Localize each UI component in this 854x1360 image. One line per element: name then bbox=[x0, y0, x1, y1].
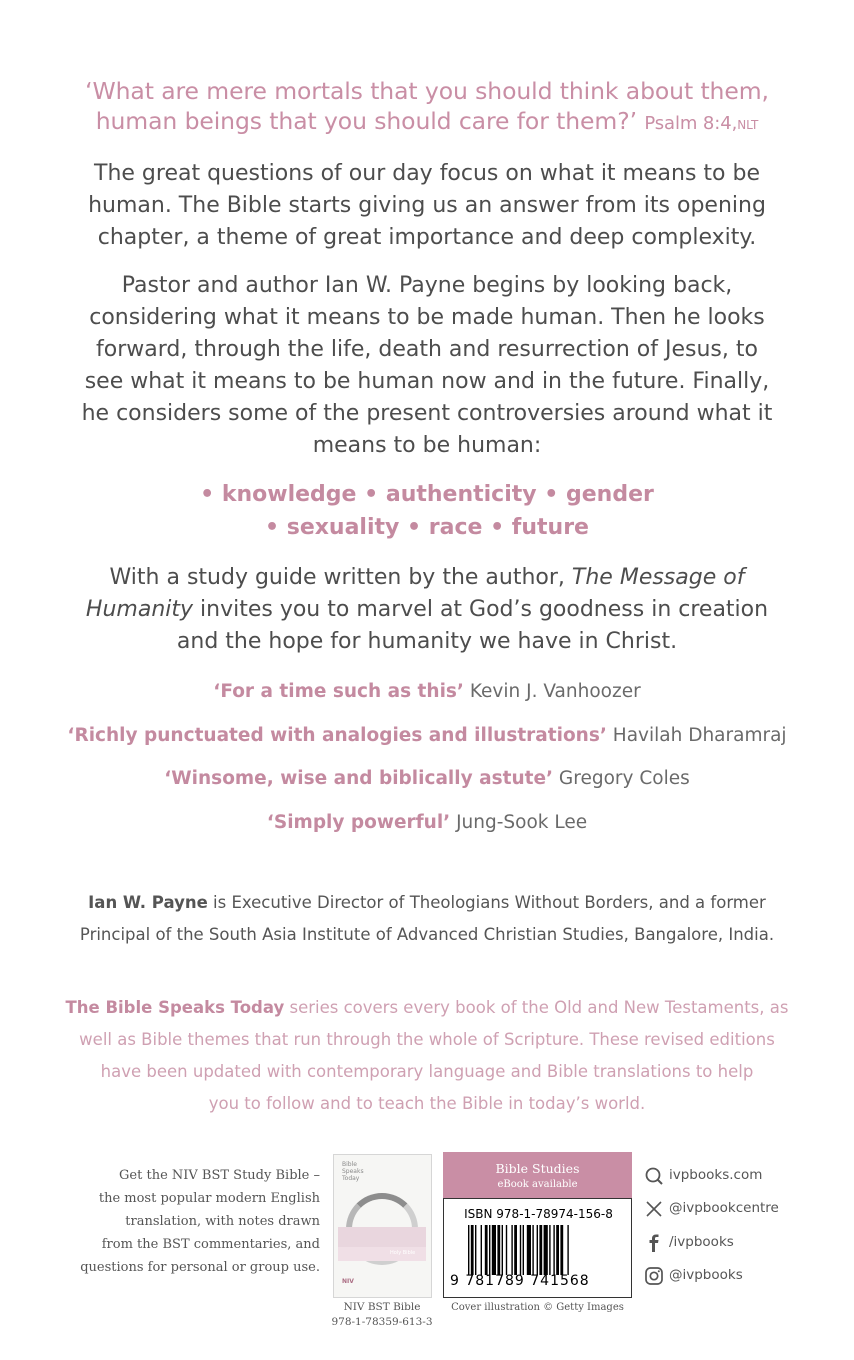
study-bible-caption: NIV BST Bible 978-1-78359-613-3 bbox=[331, 1301, 433, 1328]
cover-credit: Cover illustration © Getty Images bbox=[451, 1302, 624, 1313]
barcode-number: 9 781789 741568 bbox=[450, 1273, 590, 1289]
facebook-icon bbox=[644, 1233, 664, 1253]
barcode-bar bbox=[471, 1225, 474, 1275]
epigraph-reference: Psalm 8:4, bbox=[644, 113, 738, 134]
endorsement: ‘Winsome, wise and biblically astute’ Gregory Coles bbox=[164, 768, 690, 789]
website-label: ivpbooks.com bbox=[669, 1167, 763, 1183]
barcode-bar bbox=[537, 1225, 538, 1275]
isbn-text: ISBN 978-1-78974-156-8 bbox=[464, 1207, 613, 1221]
cover-niv-logo: NIV bbox=[342, 1278, 354, 1285]
epigraph bbox=[0, 76, 854, 140]
epigraph-version: NLT bbox=[737, 118, 759, 132]
search-icon bbox=[644, 1166, 664, 1186]
barcode-bar bbox=[567, 1225, 568, 1275]
book-title: The Message of bbox=[571, 565, 745, 590]
barcode-bar bbox=[544, 1225, 548, 1275]
barcode-bar bbox=[549, 1225, 550, 1275]
x-label: @ivpbookcentre bbox=[669, 1200, 779, 1216]
barcode-bar bbox=[520, 1225, 521, 1275]
barcode-bar bbox=[506, 1225, 507, 1275]
instagram-icon bbox=[644, 1266, 664, 1286]
barcode-bar bbox=[492, 1225, 496, 1275]
cover-title: Bible Speaks Today bbox=[342, 1161, 364, 1182]
category-label: Bible Studies bbox=[495, 1161, 580, 1176]
barcode-bar bbox=[489, 1225, 490, 1275]
epigraph-line-1: ‘What are mere mortals that you should think about them, bbox=[85, 77, 769, 105]
study-bible-cover-image bbox=[333, 1154, 432, 1298]
instagram-label: @ivpbooks bbox=[669, 1267, 743, 1283]
topics-list: • knowledge • authenticity • gender • sexuality • race • future bbox=[200, 482, 654, 540]
barcode-bars bbox=[468, 1225, 616, 1275]
author-bio: Ian W. Payne is Executive Director of Theologians Without Borders, and a former Principal of the South Asia Institute of Advanced Christian Studies, Bangalore, India. bbox=[79, 893, 775, 944]
barcode-bar bbox=[560, 1225, 563, 1275]
series-name: The Bible Speaks Today bbox=[65, 998, 285, 1017]
barcode-box bbox=[443, 1198, 632, 1298]
barcode-bar bbox=[527, 1225, 531, 1275]
ebook-label: eBook available bbox=[497, 1179, 578, 1190]
barcode-bar bbox=[468, 1225, 469, 1275]
barcode-bar bbox=[514, 1225, 517, 1275]
barcode-bar bbox=[485, 1225, 488, 1275]
facebook-label: /ivpbooks bbox=[669, 1234, 734, 1250]
book-title-cont: Humanity bbox=[85, 597, 194, 622]
barcode-bar bbox=[497, 1225, 500, 1275]
study-bible-promo: Get the NIV BST Study Bible – the most popular modern English translation, with notes drawn from the BST commentaries, and questions for personal or group use. bbox=[80, 1168, 320, 1275]
barcode-bar bbox=[511, 1225, 512, 1275]
endorsement: ‘For a time such as this’ Kevin J. Vanhoozer bbox=[213, 681, 641, 702]
barcode-bar bbox=[553, 1225, 554, 1275]
barcode-bar bbox=[532, 1225, 533, 1275]
barcode-bar bbox=[475, 1225, 476, 1275]
cover-holy-bible: Holy Bible bbox=[390, 1250, 416, 1256]
category-box bbox=[443, 1152, 632, 1198]
barcode-bar bbox=[502, 1225, 503, 1275]
endorsement: ‘Richly punctuated with analogies and illustrations’ Havilah Dharamraj bbox=[67, 725, 787, 746]
description-paragraph-3: With a study guide written by the author, The Message of Humanity invites you to marvel at God’s goodness in creation and the hope for humanity we have in Christ. bbox=[85, 565, 769, 654]
endorsement: ‘Simply powerful’ Jung-Sook Lee bbox=[266, 812, 588, 833]
epigraph-line-2: human beings that you should care for them?’ Psalm 8:4,NLT bbox=[95, 107, 759, 135]
x-logo-icon bbox=[644, 1199, 664, 1219]
description-paragraph-1: The great questions of our day focus on what it means to be human. The Bible starts giving us an answer from its opening chapter, a theme of great importance and deep complexity. bbox=[88, 161, 766, 250]
series-blurb: The Bible Speaks Today series covers every book of the Old and New Testaments, as well as Bible themes that run through the whole of Scripture. These revised editions have been updated with contemporary language and Bible translations to help you to follow and to teach the Bible in today’s world. bbox=[65, 998, 789, 1113]
cover-band bbox=[338, 1227, 426, 1247]
barcode-bar bbox=[481, 1225, 482, 1275]
description-paragraph-2: Pastor and author Ian W. Payne begins by looking back, considering what it means to be made human. Then he looks forward, through the life, death and resurrection of Jesus, to see what it means to be human now and in the future. Finally, he considers some of the present controversies around what it means to be human: bbox=[81, 273, 773, 458]
barcode-bar bbox=[523, 1225, 524, 1275]
barcode-bar bbox=[556, 1225, 559, 1275]
author-name: Ian W. Payne bbox=[88, 893, 208, 912]
barcode-bar bbox=[539, 1225, 542, 1275]
